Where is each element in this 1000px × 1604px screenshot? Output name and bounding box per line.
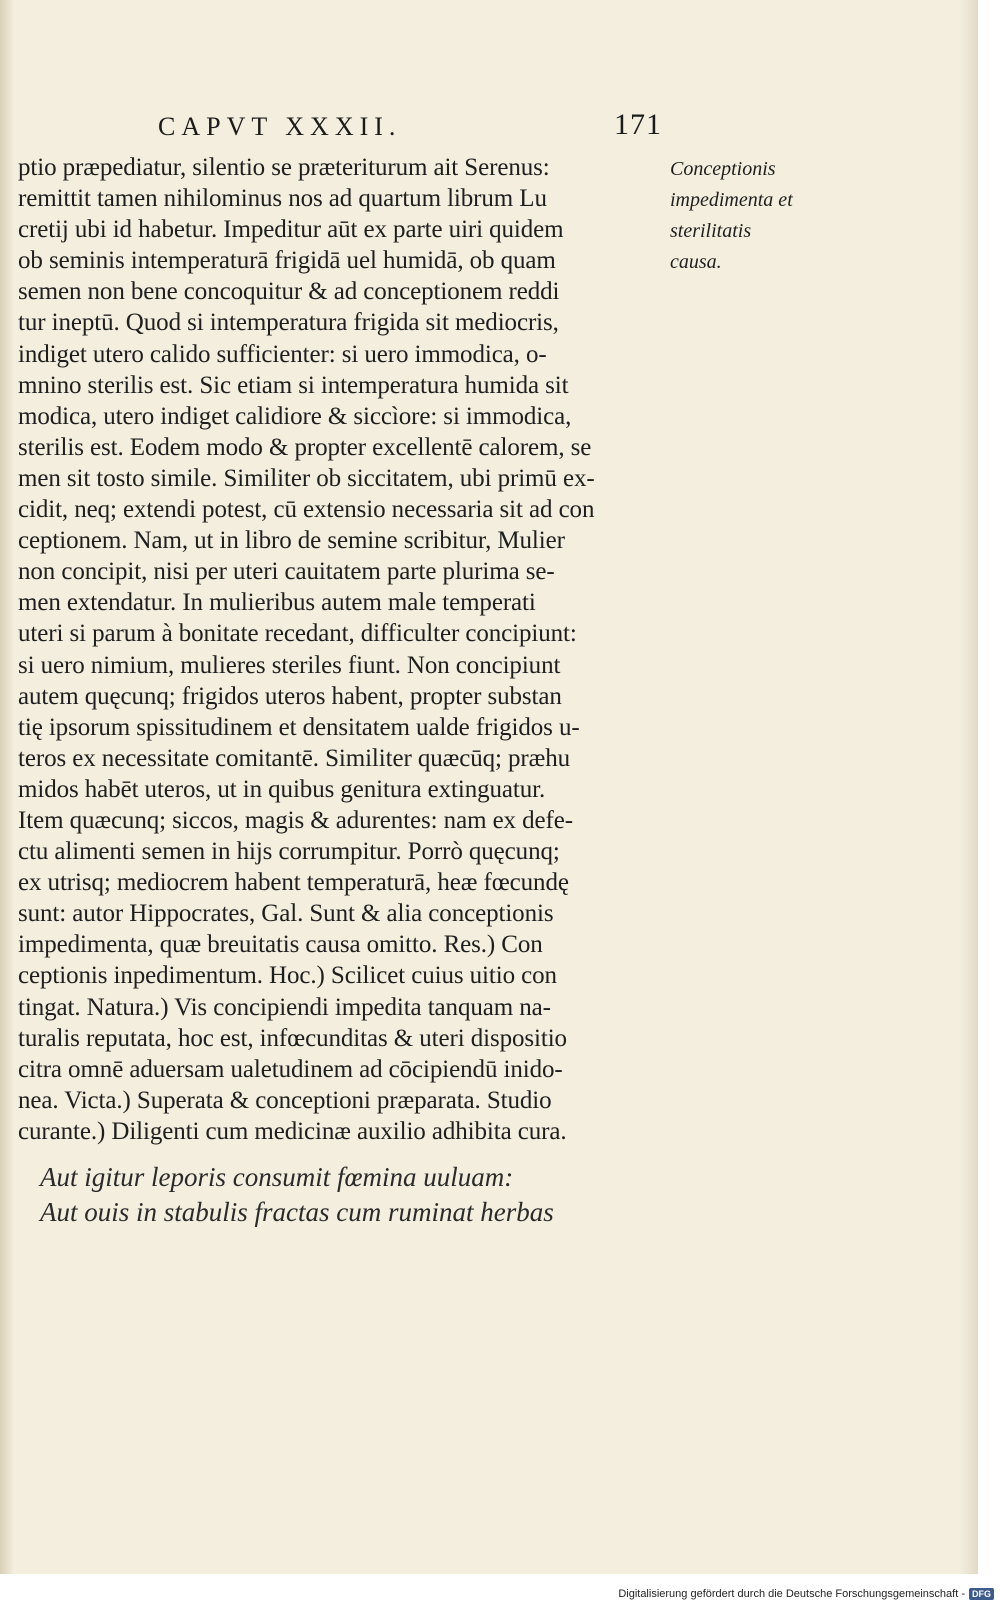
text-line: men sit tosto simile. Similiter ob siccitatem, ubi primū ex-: [18, 464, 595, 492]
credit-text: Digitalisierung gefördert durch die Deutsche Forschungsgemeinschaft -: [618, 1588, 965, 1600]
dfg-logo: DFG: [969, 1588, 994, 1600]
text-line: sterilis est. Eodem modo & propter excellentē calorem, se: [18, 433, 592, 461]
text-line: remittit tamen nihilominus nos ad quartum librum Lu: [18, 185, 547, 213]
verse-line: Aut igitur leporis consumit fœmina uuluam:: [40, 1162, 514, 1192]
text-line: uteri si parum à bonitate recedant, difficulter concipiunt:: [18, 620, 577, 648]
page-number: 171: [614, 108, 662, 141]
text-line: ceptionis inpedimentum. Hoc.) Scilicet cuius uitio con: [18, 962, 557, 990]
margin-note-line: impedimenta et: [670, 189, 793, 211]
text-line: tingat. Natura.) Vis concipiendi impedita tanquam na-: [18, 993, 551, 1021]
text-line: ctu alimenti semen in hijs corrumpitur. Porrò quęcunq;: [18, 838, 560, 866]
text-line: ceptionem. Nam, ut in libro de semine scribitur, Mulier: [18, 527, 565, 555]
text-line: midos habēt uteros, ut in quibus genitura extinguatur.: [18, 775, 546, 803]
text-line: indiget utero calido sufficienter: si uero immodica, o-: [18, 340, 547, 368]
text-line: teros ex necessitate comitantē. Similiter quæcūq; præhu: [18, 744, 571, 772]
main-text-block: [18, 152, 668, 1147]
text-line: autem quęcunq; frigidos uteros habent, propter substan: [18, 682, 562, 710]
verse-line: Aut ouis in stabulis fractas cum ruminat herbas: [40, 1197, 554, 1227]
text-line: Item quæcunq; siccos, magis & adurentes: nam ex defe-: [18, 806, 573, 834]
running-head: CAPVT XXXII.: [158, 112, 402, 141]
text-line: ob seminis intemperaturā frigidā uel humidā, ob quam: [18, 247, 556, 275]
margin-note-line: Conceptionis: [670, 158, 776, 180]
text-line: modica, utero indiget calidiore & siccìore: si immodica,: [18, 402, 572, 430]
text-line: ptio præpediatur, silentio se præteriturum ait Serenus:: [18, 154, 550, 181]
text-line: sunt: autor Hippocrates, Gal. Sunt & alia conceptionis: [18, 900, 554, 928]
text-line: citra omnē aduersam ualetudinem ad cōcipiendū inido-: [18, 1055, 563, 1083]
text-line: cidit, neq; extendi potest, cū extensio necessaria sit ad con: [18, 496, 595, 524]
text-line: non concipit, nisi per uteri cauitatem parte plurima se-: [18, 558, 555, 586]
text-line: tię ipsorum spissitudinem et densitatem ualde frigidos u-: [18, 713, 580, 741]
text-line: cretij ubi id habetur. Impeditur aūt ex parte uiri quidem: [18, 216, 564, 244]
text-line: impedimenta, quæ breuitatis causa omitto. Res.) Con: [18, 931, 543, 959]
text-line: curante.) Diligenti cum medicinæ auxilio adhibita cura.: [18, 1117, 567, 1145]
text-line: turalis reputata, hoc est, infœcunditas & uteri dispositio: [18, 1024, 567, 1052]
text-line: mnino sterilis est. Sic etiam si intemperatura humida sit: [18, 371, 569, 399]
page-edge-shadow-left: [0, 0, 14, 1574]
margin-note-line: causa.: [670, 251, 722, 273]
verse-quotation: [40, 1160, 660, 1230]
text-line: tur ineptū. Quod si intemperatura frigida sit mediocris,: [18, 309, 559, 337]
margin-note: [670, 154, 820, 278]
page-edge-shadow-right: [960, 0, 978, 1574]
text-line: men extendatur. In mulieribus autem male temperati: [18, 589, 536, 617]
text-line: ex utrisq; mediocrem habent temperaturā, heæ fœcundę: [18, 869, 569, 897]
margin-note-line: sterilitatis: [670, 220, 752, 242]
digitization-credit: [618, 1588, 994, 1600]
text-line: semen non bene concoquitur & ad conceptionem reddi: [18, 278, 560, 306]
text-line: nea. Victa.) Superata & conceptioni præparata. Studio: [18, 1086, 552, 1114]
text-line: si uero nimium, mulieres steriles fiunt. Non concipiunt: [18, 651, 561, 679]
